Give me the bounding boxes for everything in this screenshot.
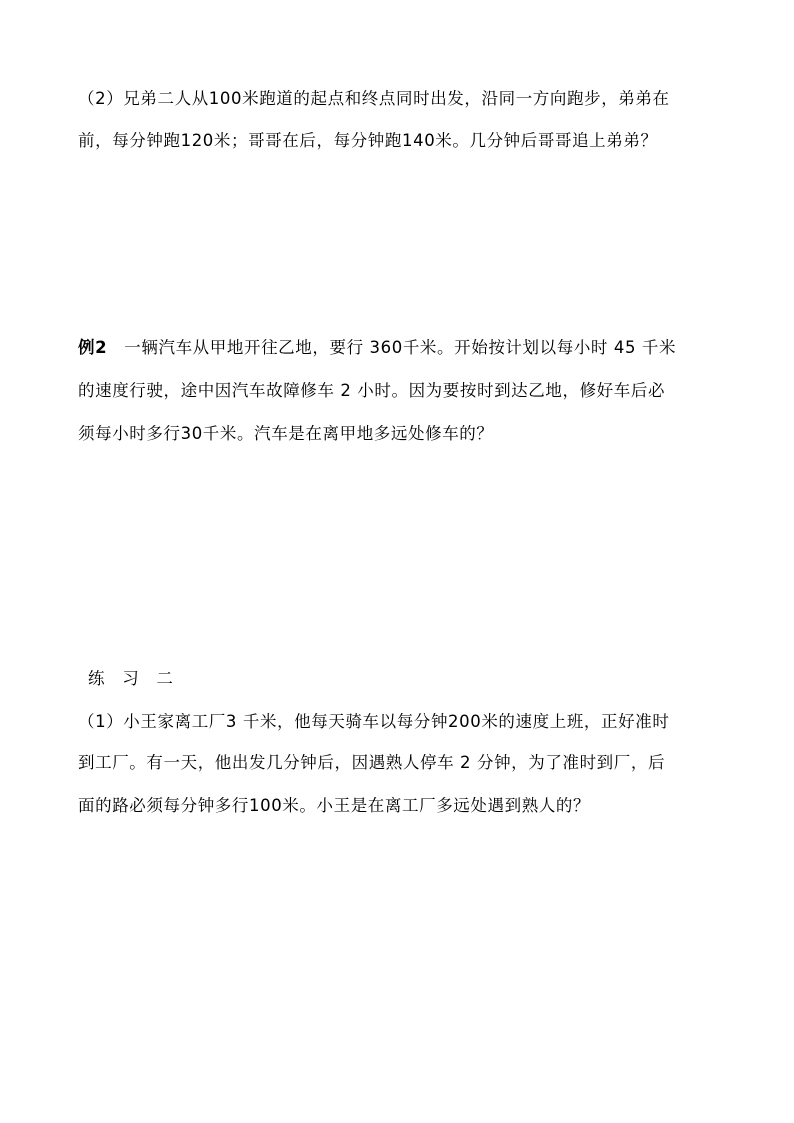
example-2-label: 例2 — [78, 338, 108, 357]
example-2-line-2: 的速度行驶，途中因汽车故障修车 2 小时。因为要按时到达乙地，修好车后必 — [78, 381, 666, 400]
practice-1-line-3: 面的路必须每分钟多行100米。小王是在离工厂多远处遇到熟人的？ — [78, 796, 591, 815]
example-2-line-1 — [78, 337, 728, 359]
example-2-line-1-text: 一辆汽车从甲地开往乙地，要行 360千米。开始按计划以每小时 45 千米 — [107, 338, 677, 357]
example-2-line-3: 须每小时多行30千米。汽车是在离甲地多远处修车的？ — [78, 424, 494, 443]
practice-1-line-2: 到工厂。有一天，他出发几分钟后，因遇熟人停车 2 分钟，为了准时到厂，后 — [78, 753, 666, 772]
question-2-line-1: （2）兄弟二人从100米跑道的起点和终点同时出发，沿同一方向跑步，弟弟在 — [78, 89, 670, 108]
practice-1-line-1: （1）小王家离工厂3 千米，他每天骑车以每分钟200米的速度上班，正好准时 — [78, 712, 670, 731]
practice-section-title: 练 习 二 — [88, 669, 174, 688]
question-2-line-2: 前，每分钟跑120米；哥哥在后，每分钟跑140米。几分钟后哥哥追上弟弟？ — [78, 131, 658, 150]
